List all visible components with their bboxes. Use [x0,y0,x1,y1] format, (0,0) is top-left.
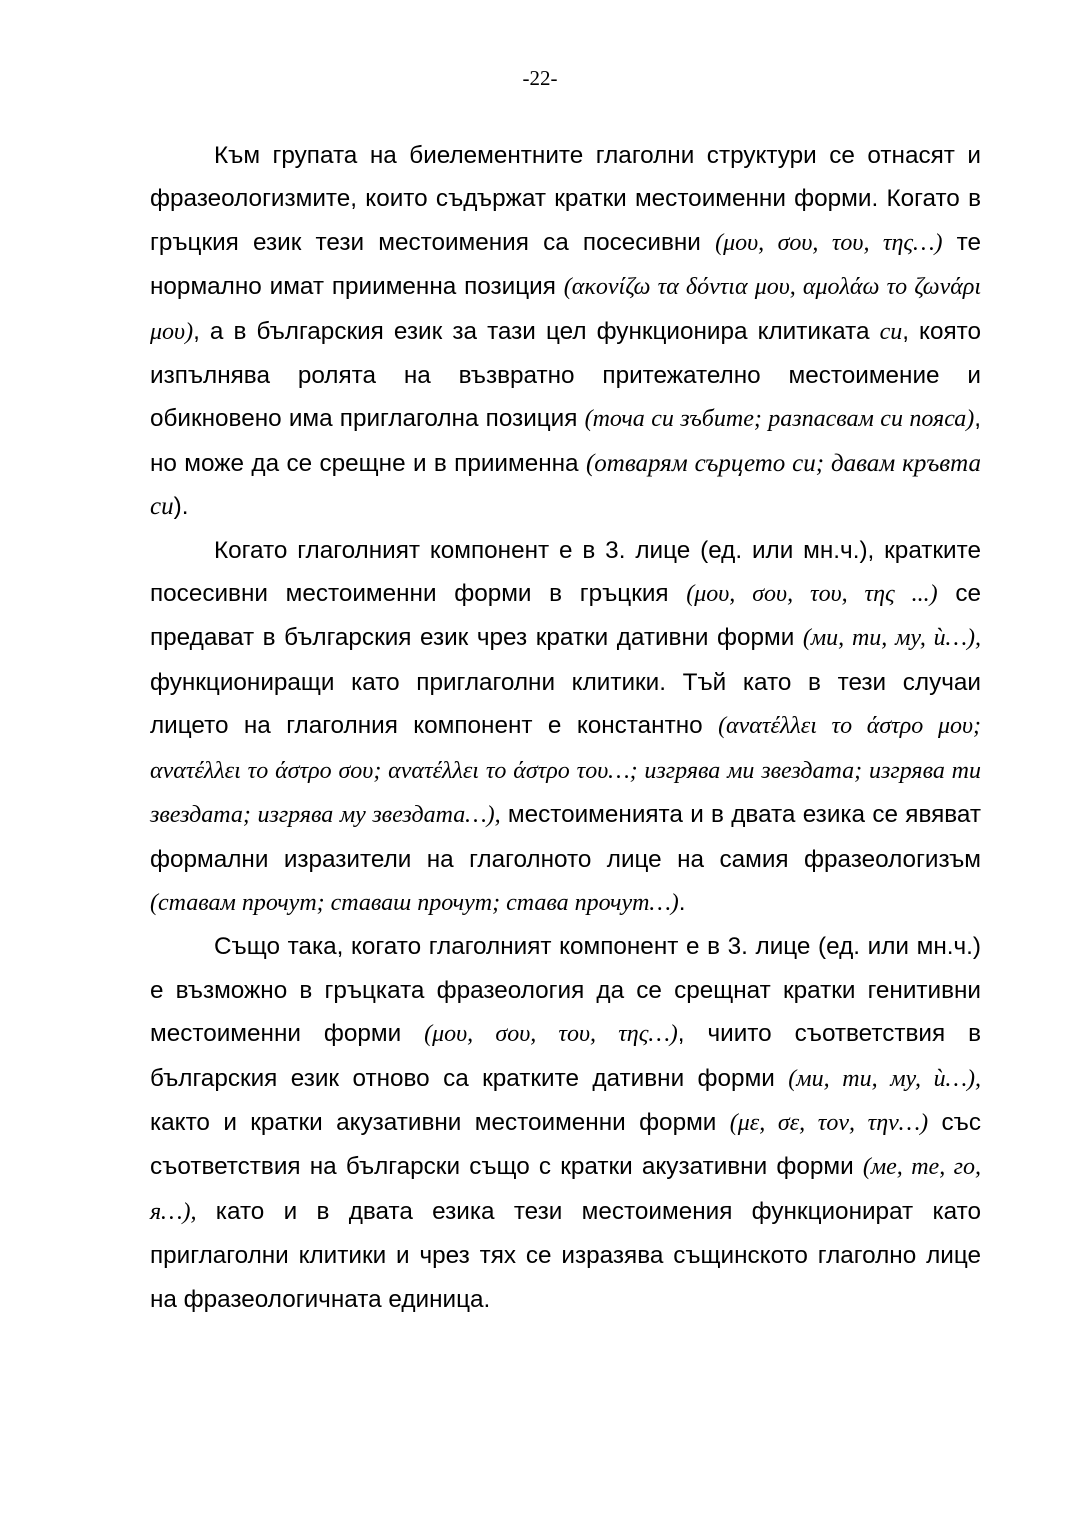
text-segment: както и кратки акузативни местоименни форми [150,1108,730,1136]
example-segment: (με, σε, τον, την…) [729,1109,929,1136]
example-segment: (ми, ти, му, ѝ…), [802,625,981,652]
paragraph-3 [150,925,981,1321]
body-text [150,134,981,1321]
text-segment: ). [173,493,189,521]
paragraph-1 [150,134,981,529]
text-segment: се предават в българския език чрез кратки дативни форми [150,580,981,652]
text-segment: местоименията и в двата езика се явяват формални изразители на глаголното лице на самия фразеологизъм [150,801,981,873]
example-segment: (ανατέλλει το άστρο μου; ανατέλλει το άστρο σου; ανατέλλει το άστρο του…; изгрява ми звездата; изгрява ти звездата; изгрява му звездата…), [150,713,981,829]
text-segment: , която изпълнява ролята на възвратно притежателно местоимение и обикновено има приглаголна позиция [150,317,981,433]
text-segment: , а в българския език за тази цел функционира клитиката [193,317,880,345]
example-segment: (ми, ти, му, ѝ…), [788,1065,981,1092]
example-segment: (ακονίζω τα δόντια μου, αμολάω το ζωνάρι μου) [150,274,981,345]
text-segment: като и в двата езика тези местоимения функционират като приглаголни клитики и чрез тях се изразява същинското глаголно лице на фразеологичната единица. [150,1197,981,1313]
example-segment: (ставам прочут; ставаш прочут; става прочут…) [150,889,679,916]
example-segment: (μου, σου, του, της…) [424,1021,678,1048]
example-segment: (μου, σου, του, της ...) [686,581,938,608]
paragraph-2 [150,529,981,926]
text-segment: със съответствия на български също с кратки акузативни форми [150,1108,982,1181]
text-segment: функциониращи като приглаголни клитики. Тъй като в тези случаи лицето на глаголния компонент е константно [150,668,981,740]
text-segment: те нормално имат приименна позиция [150,228,982,301]
example-segment: (ме, те, го, я…), [150,1154,981,1225]
text-segment: Също така, когато глаголният компонент е в 3. лице (ед. или мн.ч.) е възможно в гръцката фразеология да се срещнат кратки генитивни местоименни форми [150,933,981,1048]
text-segment: , но може да се срещне и в приименна [150,405,982,477]
page-number: -22- [522,66,558,90]
example-segment: (отварям сърцето си; давам кръвта си [150,449,982,521]
text-segment: Към групата на биелементните глаголни структури се отнасят и фразеологизмите, които съдържат кратки местоименни форми. Когато в гръцкия език тези местоимения са посесивни [150,142,981,256]
text-segment: , чиито съответствия в българския език отново са кратките дативни форми [150,1020,982,1092]
text-segment: . [678,888,686,916]
example-segment: (μου, σου, του, της…) [715,229,943,256]
text-segment: Когато глаголният компонент е в 3. лице (ед. или мн.ч.), кратките посесивни местоименни форми в гръцкия [150,536,981,608]
example-segment: (точа си зъбите; разпасвам си пояса) [584,406,975,433]
example-segment: си [879,318,903,345]
